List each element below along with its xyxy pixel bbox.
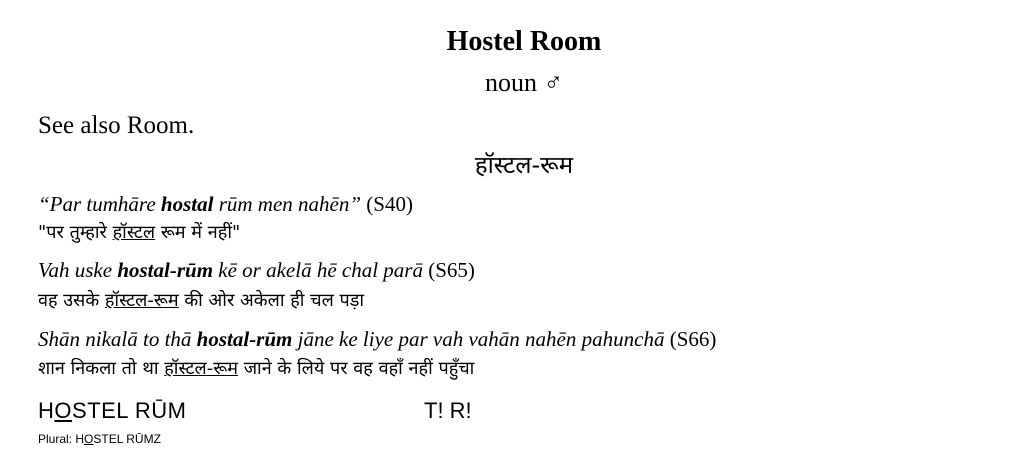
example-hindi-keyword: हॉस्टल-रूम: [104, 290, 179, 311]
tone-marks: T! R!: [424, 398, 472, 423]
example-keyword: hostal-rūm: [196, 327, 293, 351]
example-hindi: "पर तुम्हारे हॉस्टल रूम में नहीं": [38, 222, 241, 243]
pronunciation: HOSTEL RŪM: [38, 398, 187, 423]
headword-hindi: हॉस्टल-रूम: [474, 151, 574, 179]
example-hindi: शान निकला तो था हॉस्टल-रूम जाने के लिये पर वह वहाँ नहीं पहुँचा: [38, 358, 475, 379]
see-also: See also Room.: [38, 112, 195, 139]
example-keyword: hostal: [160, 192, 214, 216]
part-of-speech: noun ♂: [485, 68, 563, 97]
source-ref: (S65): [422, 258, 475, 282]
source-ref: (S40): [361, 192, 413, 216]
example-hindi: वह उसके हॉस्टल-रूम की ओर अकेला ही चल पड़ा: [38, 290, 365, 311]
example-hindi-keyword: हॉस्टल-रूम: [164, 358, 238, 379]
example-transliteration: Shān nikalā to thā hostal-rūm jāne ke liye par vah vahān nahēn pahunchā (S66): [38, 327, 717, 351]
example-transliteration: Vah uske hostal-rūm kē or akelā hē chal parā (S65): [38, 258, 475, 282]
example-keyword: hostal-rūm: [117, 258, 214, 282]
example-transliteration: “Par tumhāre hostal rūm men nahēn” (S40): [38, 192, 413, 216]
example-hindi-keyword: हॉस्टल: [112, 222, 156, 243]
source-ref: (S66): [664, 327, 717, 351]
entry-title: Hostel Room: [446, 26, 602, 57]
plural-form: Plural: HOSTEL RŪMZ: [38, 432, 161, 446]
